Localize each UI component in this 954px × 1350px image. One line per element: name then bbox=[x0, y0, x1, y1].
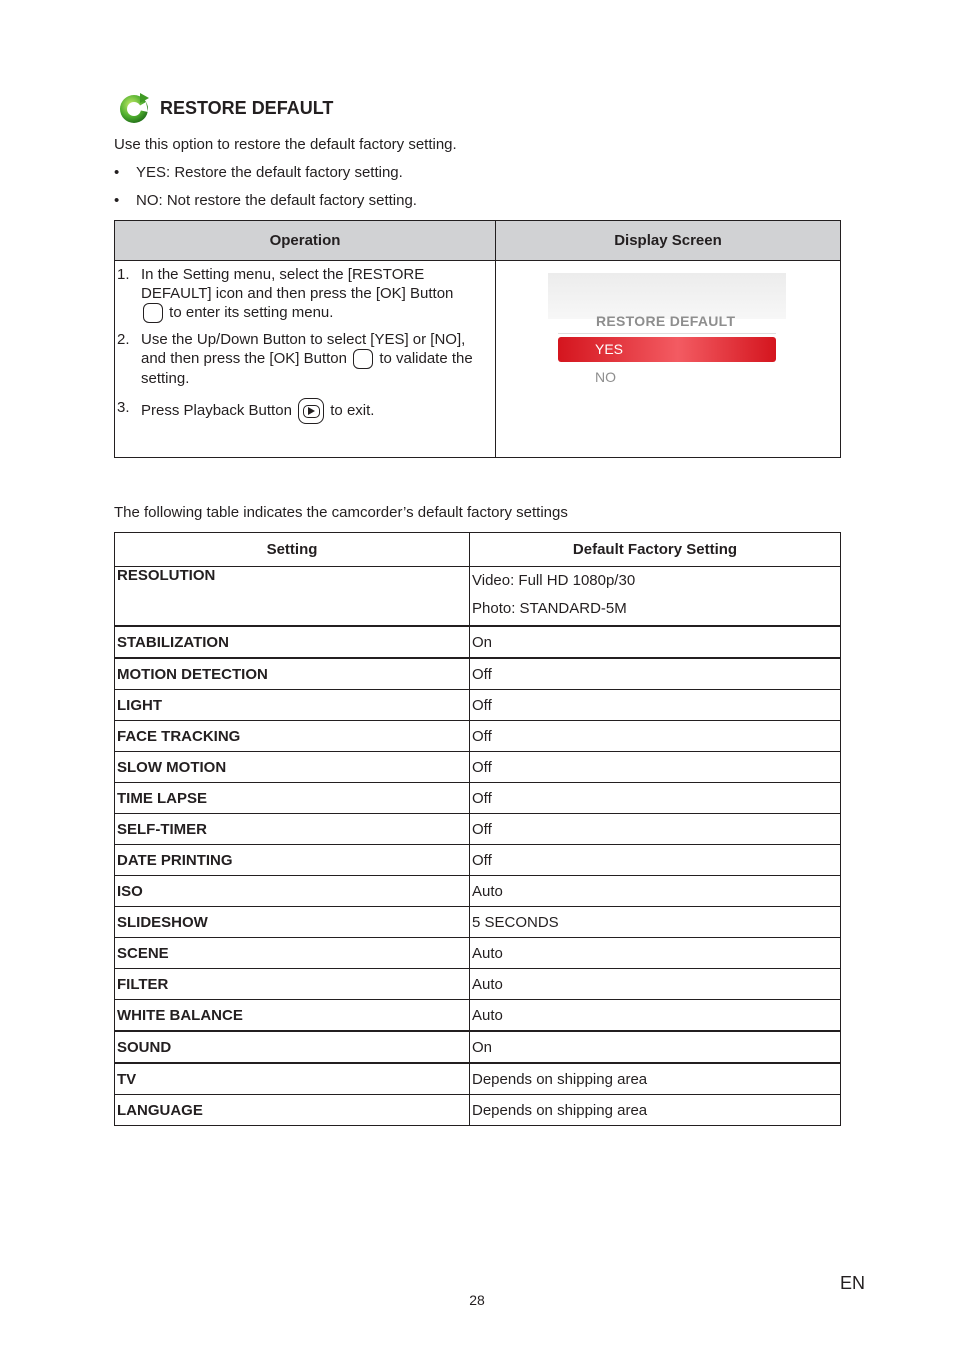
screen-option-no: NO bbox=[595, 369, 616, 385]
setting-name: FILTER bbox=[115, 969, 470, 1000]
value-line: On bbox=[472, 1038, 493, 1056]
setting-name: FACE TRACKING bbox=[115, 721, 470, 752]
table-row bbox=[115, 721, 841, 752]
setting-value bbox=[470, 938, 841, 969]
value-line: Depends on shipping area bbox=[472, 1070, 648, 1088]
bullet-text: NO: Not restore the default factory setting. bbox=[136, 192, 417, 209]
setting-value bbox=[470, 1063, 841, 1095]
value-line: Depends on shipping area bbox=[472, 1101, 648, 1119]
setting-value bbox=[470, 1095, 841, 1126]
setting-name: SLOW MOTION bbox=[115, 752, 470, 783]
step-number: 1. bbox=[117, 266, 130, 283]
setting-value bbox=[470, 658, 841, 690]
setting-name: LIGHT bbox=[115, 690, 470, 721]
setting-value bbox=[470, 814, 841, 845]
step-text: In the Setting menu, select the [RESTORE DEFAULT] icon and then press the [OK] Button bbox=[141, 266, 454, 302]
setting-value bbox=[470, 752, 841, 783]
step-number: 3. bbox=[117, 399, 130, 417]
ok-button-icon bbox=[143, 303, 163, 323]
bullet-no: • NO: Not restore the default factory setting. bbox=[114, 192, 417, 209]
display-screen bbox=[496, 261, 840, 457]
setting-value bbox=[470, 1000, 841, 1032]
language-label: EN bbox=[840, 1273, 866, 1293]
setting-value bbox=[470, 721, 841, 752]
table-row bbox=[115, 907, 841, 938]
step-text: to validate the setting. bbox=[141, 350, 473, 388]
table-row bbox=[115, 626, 841, 658]
value-line: Auto bbox=[472, 975, 503, 993]
defaults-table-body bbox=[115, 567, 841, 1126]
value-line: Auto bbox=[472, 944, 503, 962]
table-row bbox=[115, 261, 841, 458]
setting-name: SLIDESHOW bbox=[115, 907, 470, 938]
table-row bbox=[115, 1031, 841, 1063]
table-row bbox=[115, 690, 841, 721]
table-row bbox=[115, 938, 841, 969]
value-line: Auto bbox=[472, 882, 503, 900]
setting-value bbox=[470, 1031, 841, 1063]
operation-cell bbox=[115, 261, 496, 458]
column-header: Default Factory Setting bbox=[470, 533, 841, 567]
value-line: Off bbox=[472, 758, 492, 776]
table-header-row bbox=[115, 533, 841, 567]
setting-value bbox=[470, 845, 841, 876]
page-number: 28 bbox=[469, 1292, 485, 1308]
setting-name: MOTION DETECTION bbox=[115, 658, 470, 690]
setting-value bbox=[470, 626, 841, 658]
setting-name: TV bbox=[115, 1063, 470, 1095]
bullet-yes: • YES: Restore the default factory setting. bbox=[114, 164, 403, 181]
value-line: Off bbox=[472, 789, 492, 807]
table-header-row bbox=[115, 221, 841, 261]
restore-icon bbox=[116, 90, 152, 126]
table-row bbox=[115, 845, 841, 876]
section-header bbox=[116, 90, 333, 126]
setting-name: LANGUAGE bbox=[115, 1095, 470, 1126]
setting-value bbox=[470, 907, 841, 938]
value-line: Auto bbox=[472, 1006, 503, 1024]
step-number: 2. bbox=[117, 331, 130, 349]
column-header: Operation bbox=[115, 221, 496, 261]
table-row bbox=[115, 876, 841, 907]
display-screen-cell bbox=[496, 261, 841, 458]
steps-list bbox=[115, 261, 495, 424]
setting-name: RESOLUTION bbox=[115, 567, 470, 627]
column-header: Setting bbox=[115, 533, 470, 567]
setting-value bbox=[470, 690, 841, 721]
step-text: Press Playback Button bbox=[141, 402, 292, 420]
table-row bbox=[115, 752, 841, 783]
table-row bbox=[115, 969, 841, 1000]
bullet-text: YES: Restore the default factory setting. bbox=[136, 164, 403, 181]
step-text: to exit. bbox=[330, 402, 375, 420]
table-row bbox=[115, 1000, 841, 1032]
table-row bbox=[115, 814, 841, 845]
setting-value bbox=[470, 876, 841, 907]
table-row bbox=[115, 567, 841, 627]
setting-name: TIME LAPSE bbox=[115, 783, 470, 814]
value-line: 5 SECONDS bbox=[472, 913, 559, 931]
value-line: Off bbox=[472, 851, 492, 869]
column-header: Display Screen bbox=[496, 221, 841, 261]
value-line: Off bbox=[472, 820, 492, 838]
setting-name: ISO bbox=[115, 876, 470, 907]
table-row bbox=[115, 1063, 841, 1095]
defaults-table bbox=[114, 532, 841, 1126]
step-text: Use the Up/Down Button to select [YES] or [NO], and then press the [OK] Button bbox=[141, 331, 466, 368]
value-line: Off bbox=[472, 727, 492, 745]
operation-table bbox=[114, 220, 841, 458]
ok-button-icon bbox=[353, 349, 373, 369]
value-line: Off bbox=[472, 696, 492, 714]
setting-name: SCENE bbox=[115, 938, 470, 969]
section-title: RESTORE DEFAULT bbox=[160, 97, 334, 118]
step-item bbox=[117, 330, 493, 388]
setting-name: WHITE BALANCE bbox=[115, 1000, 470, 1032]
table-row bbox=[115, 1095, 841, 1126]
intro-text: Use this option to restore the default factory setting. bbox=[114, 136, 457, 153]
setting-name: STABILIZATION bbox=[115, 626, 470, 658]
setting-name: DATE PRINTING bbox=[115, 845, 470, 876]
screen-divider bbox=[558, 333, 776, 334]
setting-value bbox=[470, 567, 841, 627]
step-item bbox=[117, 398, 493, 424]
step-text: to enter its setting menu. bbox=[169, 304, 334, 321]
playback-button-icon bbox=[298, 398, 324, 424]
screen-title: RESTORE DEFAULT bbox=[596, 313, 736, 329]
table-row bbox=[115, 783, 841, 814]
setting-value bbox=[470, 969, 841, 1000]
setting-name: SOUND bbox=[115, 1031, 470, 1063]
value-line: Video: Full HD 1080p/30 bbox=[472, 572, 636, 589]
screen-option-yes: YES bbox=[558, 337, 776, 362]
value-line: Photo: STANDARD-5M bbox=[472, 600, 627, 617]
value-line: Off bbox=[472, 665, 492, 683]
value-line: On bbox=[472, 633, 493, 651]
step-item bbox=[117, 265, 493, 323]
setting-name: SELF-TIMER bbox=[115, 814, 470, 845]
table-row bbox=[115, 658, 841, 690]
defaults-intro: The following table indicates the camcorder’s default factory settings bbox=[114, 504, 568, 521]
setting-value bbox=[470, 783, 841, 814]
